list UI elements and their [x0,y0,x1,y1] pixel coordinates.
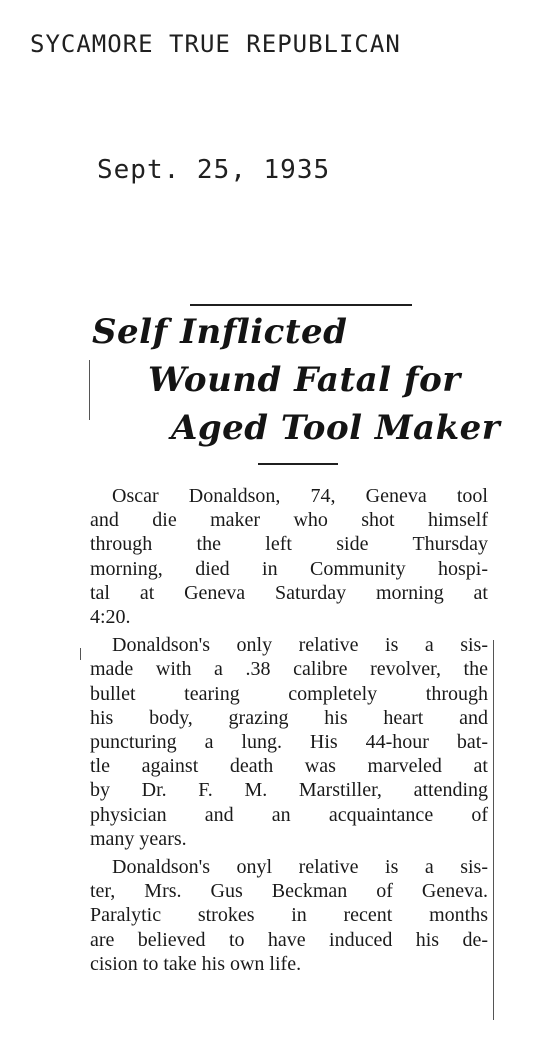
headline-line-3: Aged Tool Maker [171,408,501,448]
headline-line-2: Wound Fatal for [148,360,461,400]
article-line: morning, died in Community hospi- [90,557,488,580]
article-line: his body, grazing his heart and [90,706,488,729]
article-line: bullet tearing completely through [90,682,488,705]
article-line: Donaldson's only relative is a sis- [112,634,488,657]
article-line: Oscar Donaldson, 74, Geneva tool [112,485,488,507]
article-paragraph-2 [90,633,488,851]
article-line: physician and an acquaintance of [90,803,488,826]
article-line: many years. [90,827,187,850]
clipping-edge-left-lower [80,648,81,660]
article-paragraph-1 [90,484,488,629]
newspaper-source: SYCAMORE TRUE REPUBLICAN [30,30,401,58]
article-line: through the left side Thursday [90,533,488,556]
article-line: 4:20. [90,606,131,629]
clipping-edge-left [89,360,90,420]
article-line: are believed to have induced his de- [90,928,488,951]
article-line: and die maker who shot himself [90,509,488,532]
article-line: tal at Geneva Saturday morning at [90,581,488,604]
article-body [90,484,488,976]
clipping-date: Sept. 25, 1935 [97,155,331,185]
article-line: by Dr. F. M. Marstiller, attending [90,779,488,802]
article-line: cision to take his own life. [90,952,302,975]
headline-line-1: Self Inflicted [92,312,348,352]
headline-top-rule [190,304,412,306]
clipping-edge-right [493,640,494,1020]
article-line: Donaldson's onyl relative is a sis- [112,856,488,879]
article-paragraph-3 [90,855,488,976]
article-line: Paralytic strokes in recent months [90,904,488,927]
headline-divider [258,463,338,465]
article-line: tle against death was marveled at [90,755,488,778]
article-line: ter, Mrs. Gus Beckman of Geneva. [90,880,488,903]
article-line: puncturing a lung. His 44-hour bat- [90,731,488,754]
article-line: made with a .38 calibre revolver, the [90,658,488,681]
